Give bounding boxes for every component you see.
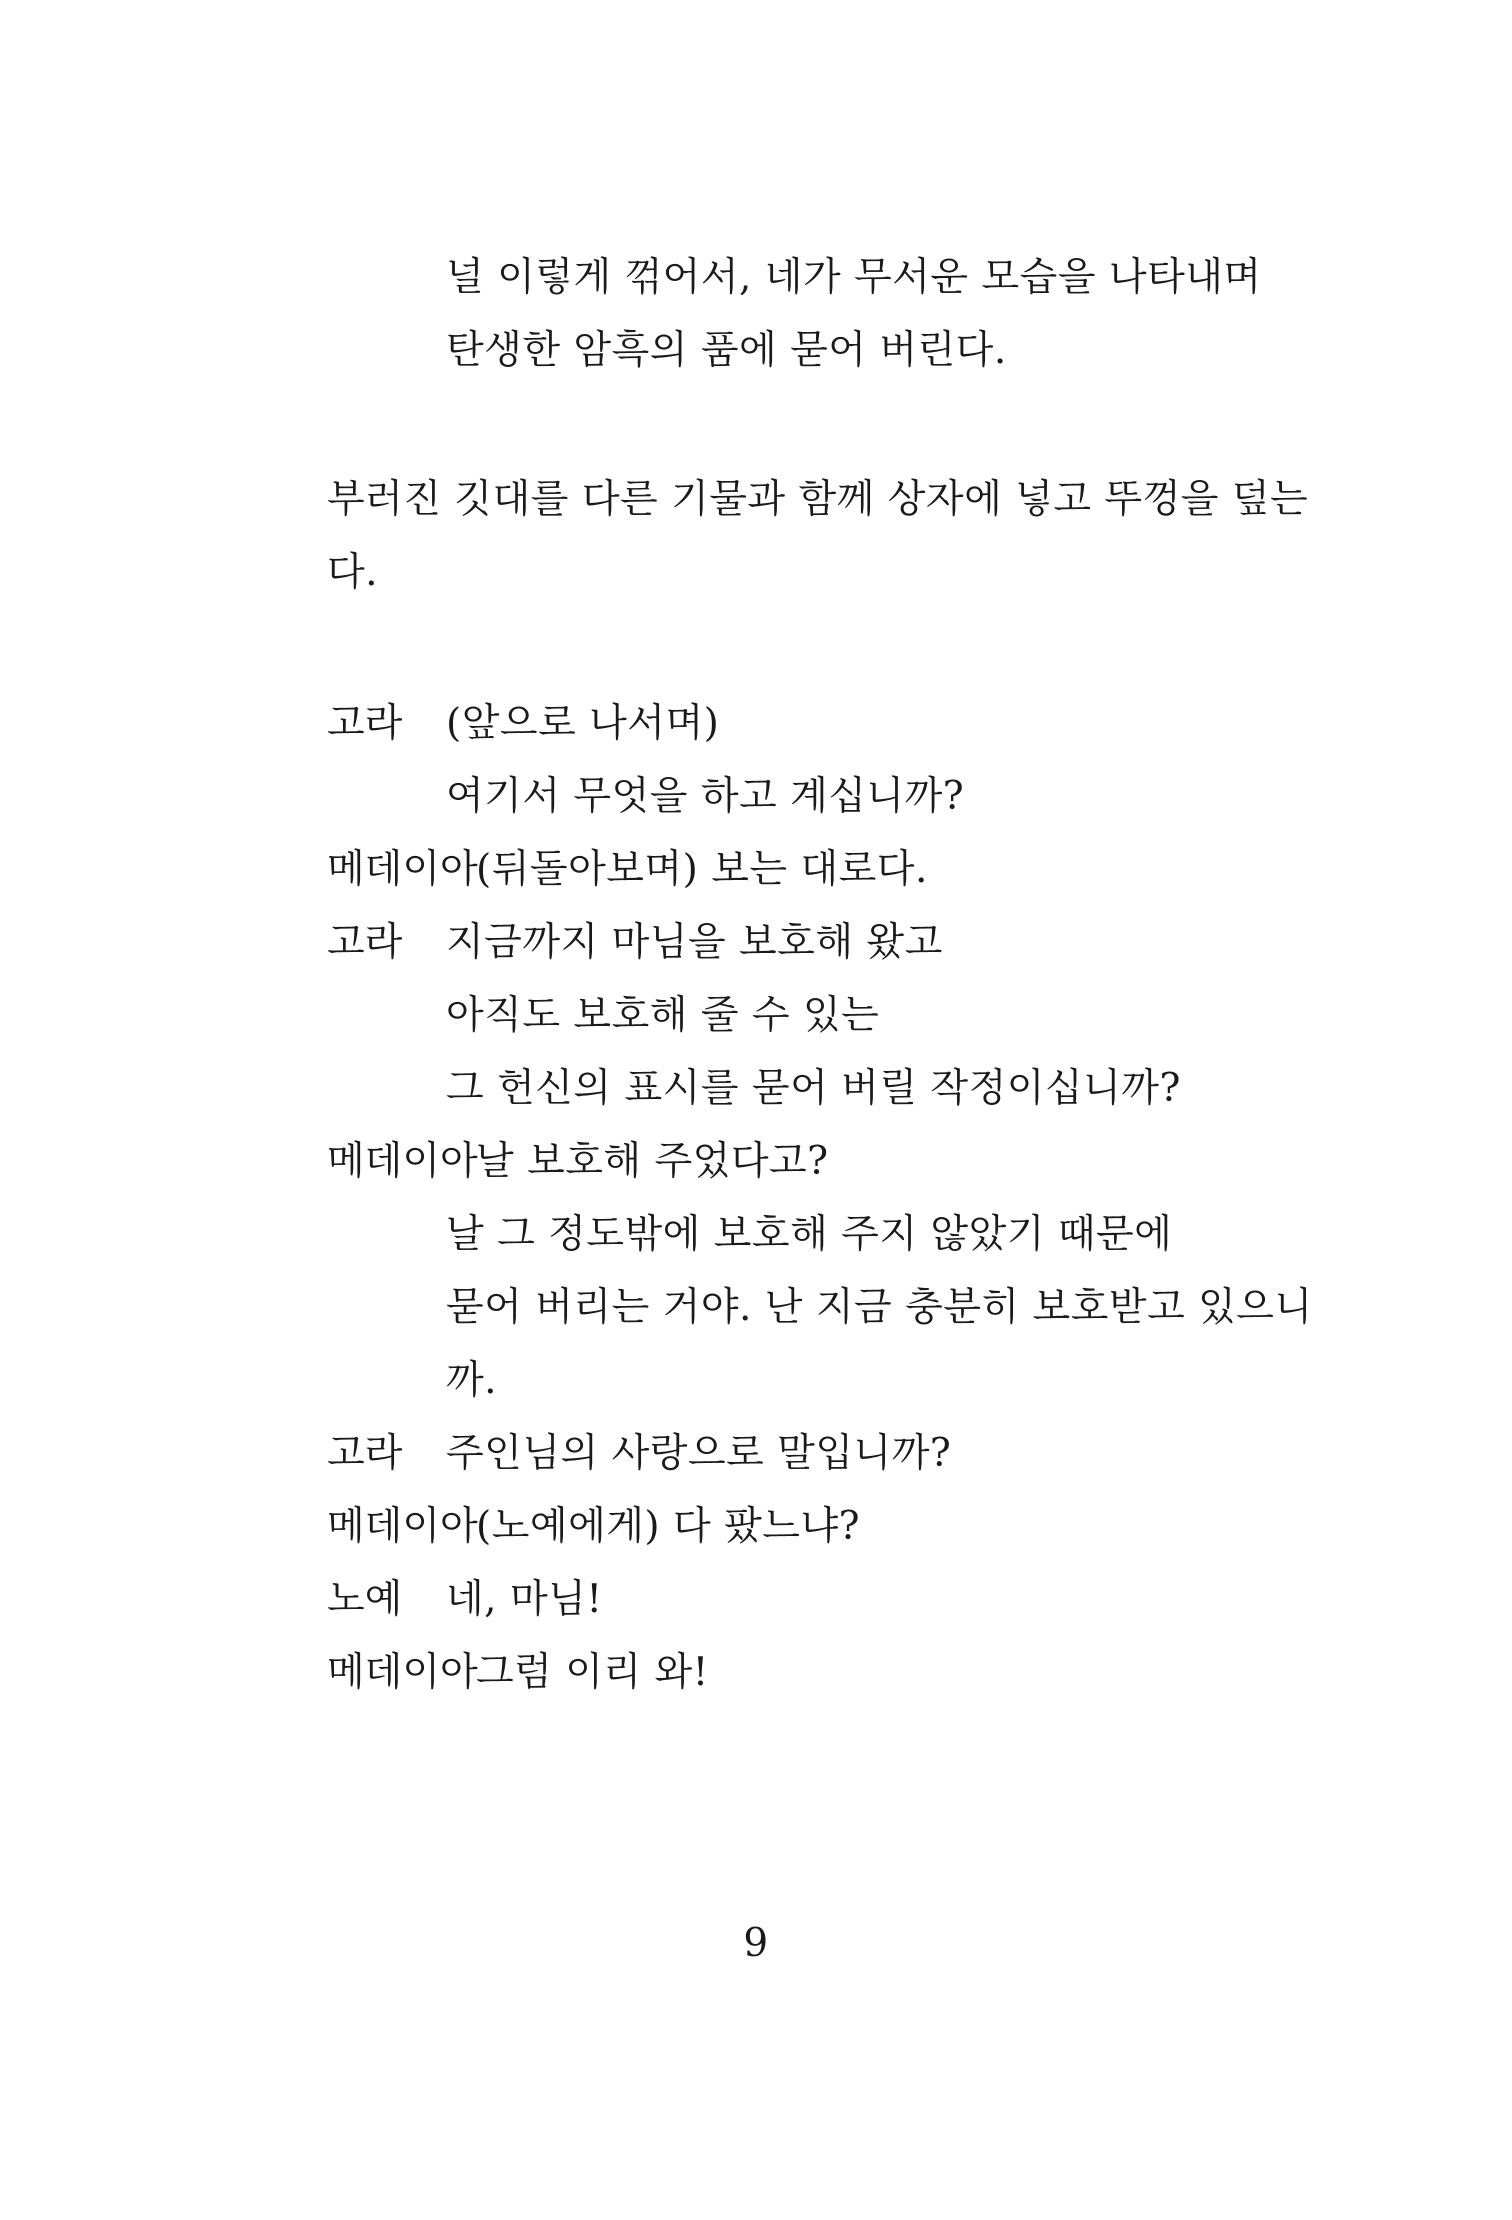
- dialogue-line: 까.: [446, 1358, 498, 1403]
- dialogue-line: (노예에게) 다 팠느냐?: [476, 1504, 861, 1549]
- dialogue-line: (뒤돌아보며) 보는 대로다.: [476, 847, 928, 892]
- dialogue-line: 지금까지 마님을 보호해 왔고: [446, 920, 943, 965]
- speaker-name: 노예: [327, 1577, 403, 1622]
- dialogue-line: 아직도 보호해 줄 수 있는: [446, 993, 880, 1038]
- dialogue-line: (앞으로 나서며): [446, 701, 720, 746]
- dialogue-line: 날 그 정도밖에 보호해 주지 않았기 때문에: [446, 1212, 1173, 1257]
- stage-direction-line-2: 다.: [327, 550, 379, 595]
- speaker-name: 메데이아: [327, 847, 478, 892]
- speaker-name: 메데이아: [327, 1504, 478, 1549]
- dialogue-line: 그럼 이리 와!: [476, 1650, 709, 1695]
- speaker-name: 고라: [327, 1431, 403, 1476]
- verse-line-2: 탄생한 암흑의 품에 묻어 버린다.: [446, 328, 1007, 373]
- page-number: 9: [743, 1921, 769, 1966]
- dialogue-line: 묻어 버리는 거야. 난 지금 충분히 보호받고 있으니: [446, 1285, 1313, 1330]
- stage-direction-line-1: 부러진 깃대를 다른 기물과 함께 상자에 넣고 뚜껑을 덮는: [327, 477, 1309, 522]
- speaker-name: 메데이아: [327, 1139, 478, 1184]
- dialogue-line: 여기서 무엇을 하고 계십니까?: [446, 774, 965, 819]
- speaker-name: 고라: [327, 701, 403, 746]
- speaker-name: 메데이아: [327, 1650, 478, 1695]
- dialogue-line: 그 헌신의 표시를 묻어 버릴 작정이십니까?: [446, 1066, 1181, 1111]
- verse-line-1: 널 이렇게 꺾어서, 네가 무서운 모습을 나타내며: [446, 255, 1262, 300]
- dialogue-line: 주인님의 사랑으로 말입니까?: [446, 1431, 952, 1476]
- dialogue-line: 날 보호해 주었다고?: [476, 1139, 829, 1184]
- speaker-name: 고라: [327, 920, 403, 965]
- dialogue-line: 네, 마님!: [446, 1577, 603, 1622]
